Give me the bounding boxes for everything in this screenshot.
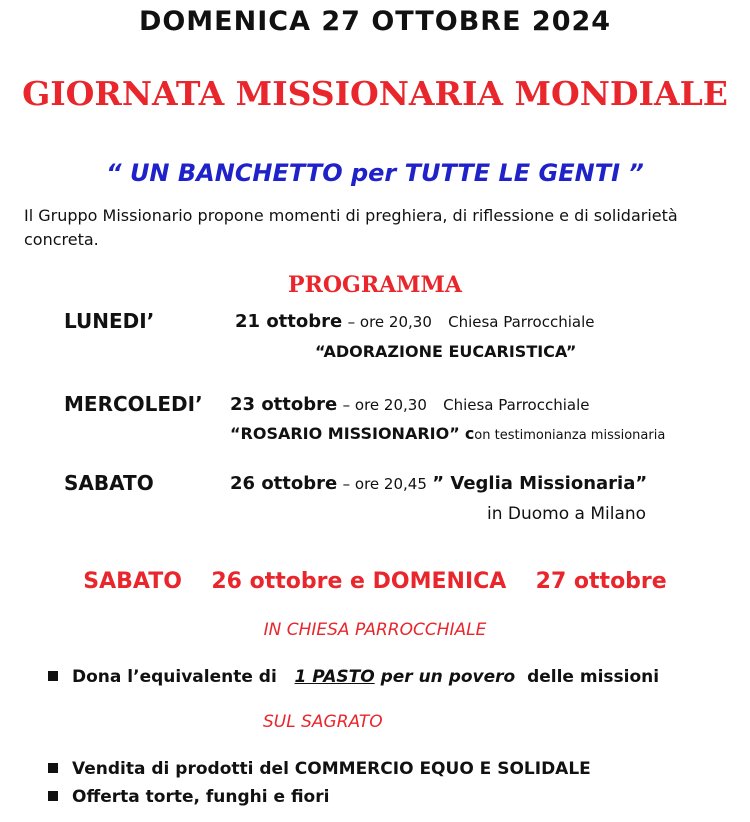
weekend-sabato-date: 26 ottobre <box>211 569 343 594</box>
sul-sagrato-label: SUL SAGRATO <box>263 712 383 732</box>
page-date: DOMENICA 27 OTTOBRE 2024 <box>138 6 612 37</box>
event-time: – ore 20,45 <box>342 475 427 493</box>
bullet-dona <box>48 667 659 687</box>
event-title-rosario-line <box>230 424 665 443</box>
bullet-square-icon <box>48 671 58 681</box>
bullet-vendita <box>48 759 591 779</box>
event-place: Chiesa Parrocchiale <box>443 396 590 414</box>
event-date: 26 ottobre <box>230 473 338 494</box>
weekend-joiner: e <box>350 569 365 594</box>
weekend-domenica-date: 27 ottobre <box>535 569 667 594</box>
motto: “ UN BANCHETTO per TUTTE LE GENTI ” <box>106 159 644 187</box>
bullet-offerta <box>48 787 329 807</box>
bullet-square-icon <box>48 791 58 801</box>
event-line-lunedi <box>235 311 594 332</box>
event-day-mercoledi: MERCOLEDI’ <box>64 392 203 416</box>
in-chiesa-label: IN CHIESA PARROCCHIALE <box>263 620 487 640</box>
event-time: – ore 20,30 <box>342 396 427 414</box>
weekend-sabato: SABATO <box>83 569 182 594</box>
event-line-sabato <box>230 473 647 494</box>
event-date: 23 ottobre <box>230 394 338 415</box>
bullet-square-icon <box>48 763 58 773</box>
event-title-rosario-suffix: on testimonianza missionaria <box>474 428 666 443</box>
event-day-sabato: SABATO <box>64 471 154 495</box>
programma-heading: PROGRAMMA <box>288 272 462 298</box>
weekend-heading <box>0 569 750 594</box>
intro-text: Il Gruppo Missionario propone momenti di preghiera, di riflessione e di solidarietà concreta. <box>24 206 678 249</box>
event-title-rosario: “ROSARIO MISSIONARIO” <box>230 424 460 443</box>
vendita-text: Vendita di prodotti del COMMERCIO EQUO E SOLIDALE <box>72 759 591 779</box>
dona-pasto: 1 PASTO <box>294 667 375 687</box>
event-title-rosario-c: c <box>464 424 475 443</box>
dona-post: delle missioni <box>527 667 660 687</box>
page-title: GIORNATA MISSIONARIA MONDIALE <box>22 74 728 113</box>
event-day-lunedi: LUNEDI’ <box>64 309 155 333</box>
event-line-mercoledi <box>230 394 589 415</box>
event-date: 21 ottobre <box>235 311 343 332</box>
dona-pre: Dona l’equivalente di <box>72 667 277 687</box>
event-place: ” Veglia Missionaria” <box>432 473 648 494</box>
event-place: Chiesa Parrocchiale <box>448 313 595 331</box>
event-location-duomo: in Duomo a Milano <box>487 504 647 524</box>
event-time: – ore 20,30 <box>347 313 432 331</box>
event-title-adorazione: “ADORAZIONE EUCARISTICA” <box>315 342 577 361</box>
dona-mid: per un povero <box>380 667 516 687</box>
offerta-text: Offerta torte, funghi e fiori <box>72 787 330 807</box>
weekend-domenica: DOMENICA <box>372 569 507 594</box>
